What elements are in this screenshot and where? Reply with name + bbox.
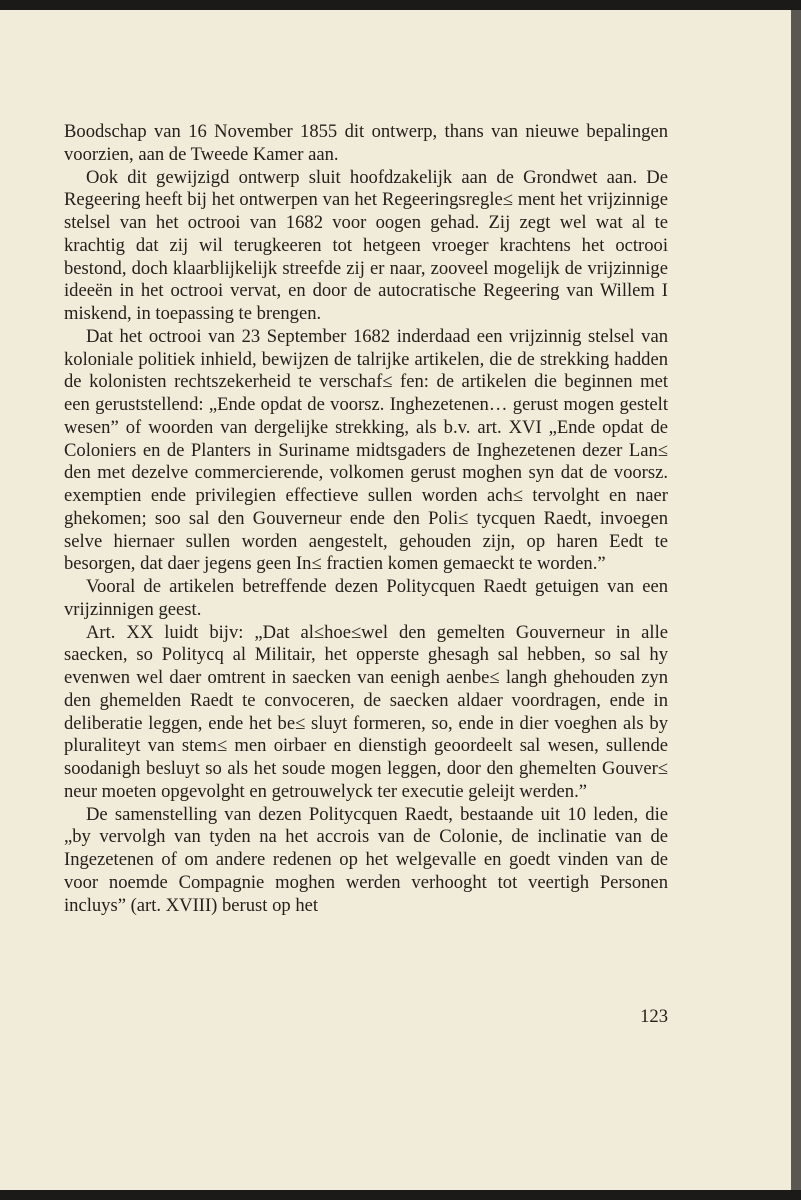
page-edge-shadow [791, 10, 801, 1190]
paragraph: De samenstelling van dezen Politycquen Raedt, bestaande uit 10 leden, die „by vervolgh van tyden na het accrois van de Colonie, de inclinatie van de Ingezetenen of om andere redenen op het welgevalle en goedt vinden van de voor noemde Compagnie moghen werden verhooght tot veertigh Personen incluys” (art. XVIII) berust op het [64, 803, 668, 916]
paragraph: Ook dit gewijzigd ontwerp sluit hoofdzakelijk aan de Grondwet aan. De Regeering heeft bij het ontwerpen van het Regeeringsregle≤ ment het vrijzinnige stelsel van het octrooi van 1682 voor oogen gehad. Zij zegt wel wat al te krachtig dat zij wil terugkeeren tot hetgeen vroeger krachtens het octrooi bestond, doch klaarblijkelijk streefde zij er naar, zooveel mogelijk de vrijzinnige ideeën in het octrooi vervat, en door de autocratische Regeering van Willem I miskend, in toepassing te brengen. [64, 166, 668, 324]
paragraph: Boodschap van 16 November 1855 dit ontwerp, thans van nieuwe bepalingen voorzien, aan de Tweede Kamer aan. [64, 121, 668, 165]
paragraph: Dat het octrooi van 23 September 1682 inderdaad een vrijzinnig stelsel van koloniale politiek inhield, bewijzen de talrijke artikelen, die de strekking hadden de kolonisten rechtszekerheid te verschaf≤ fen: de artikelen die beginnen met een geruststellend: „Ende opdat de voorsz. Inghezetenen… gerust mogen gestelt wesen” of woorden van dergelijke strekking, als b.v. art. XVI „Ende opdat de Coloniers en de Planters in Suriname midtsgaders de Inghezetenen dezer Lan≤ den met dezelve commercierende, volkomen gerust moghen syn dat de voorsz. exemptien ende privilegien effectieve sullen worden ach≤ tervolght en naer ghekomen; soo sal den Gouverneur ende den Poli≤ tycquen Raedt, invoegen selve hiernaer sullen worden aengestelt, gehouden zijn, op haren Eedt te besorgen, dat daer jegens geen In≤ fractien komen gemaeckt te worden.” [64, 325, 668, 575]
book-page [0, 10, 791, 1190]
paragraph: Vooral de artikelen betreffende dezen Politycquen Raedt getuigen van een vrijzinnigen geest. [64, 576, 668, 620]
paragraph: Art. XX luidt bijv: „Dat al≤hoe≤wel den gemelten Gouverneur in alle saecken, so Politycq al Militair, het opperste ghesagh sal hebben, so sal hy evenwen wel daer omtrent in saecken van eenigh aenbe≤ langh ghehouden zyn den ghemelden Raedt te convoceren, de saecken aldaer voordragen, ende in deliberatie leggen, ende het be≤ sluyt formeren, so, ende in dier voeghen als by pluraliteyt van stem≤ men oirbaer en dienstigh geoordeelt sal wesen, sullende soodanigh besluyt so als het soude mogen leggen, door den ghemelten Gouver≤ neur moeten opgevolght en getrouwelyck ter executie geleijt werden.” [64, 621, 668, 802]
body-text [64, 121, 668, 917]
page-number: 123 [640, 1006, 668, 1027]
